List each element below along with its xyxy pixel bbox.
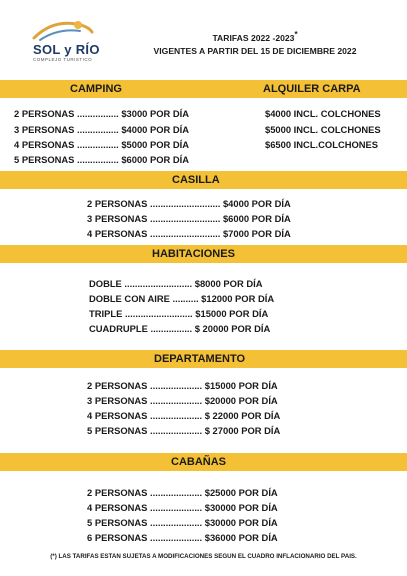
section-band-habitaciones	[0, 245, 407, 263]
casilla-row: 2 PERSONAS ........................... $4000 POR DÍA	[87, 198, 291, 209]
carpa-row: $6500 INCL.COLCHONES	[265, 139, 379, 150]
habitaciones-row: DOBLE CON AIRE .......... $12000 POR DÍA	[89, 293, 275, 304]
camping-row: 5 PERSONAS ................ $6000 POR DÍA	[14, 154, 190, 165]
departamento-row: 2 PERSONAS .................... $15000 POR DÍA	[87, 380, 278, 391]
departamento-row: 3 PERSONAS .................... $20000 POR DÍA	[87, 395, 278, 406]
cabanas-row: 5 PERSONAS .................... $30000 POR DÍA	[87, 517, 278, 528]
section-title-camping: CAMPING	[70, 83, 122, 95]
section-title-casilla: CASILLA	[172, 174, 220, 186]
footnote: (*) LAS TARIFAS ESTAN SUJETAS A MODIFICACIONES SEGUN EL CUADRO INFLACIONARIO DEL PAIS.	[50, 553, 357, 560]
header-title: TARIFAS 2022 -2023*	[212, 30, 298, 43]
section-title-carpa: ALQUILER CARPA	[263, 83, 361, 95]
header-validity: VIGENTES A PARTIR DEL 15 DE DICIEMBRE 2022	[153, 45, 357, 56]
brand-name: SOL y RÍO	[33, 42, 100, 57]
casilla-row: 3 PERSONAS ........................... $6000 POR DÍA	[87, 213, 291, 224]
section-title-departamento: DEPARTAMENTO	[154, 353, 246, 365]
brand-logo	[30, 18, 100, 62]
camping-row: 4 PERSONAS ................ $5000 POR DÍA	[14, 139, 190, 150]
cabanas-row: 6 PERSONAS .................... $36000 POR DÍA	[87, 532, 278, 543]
brand-tagline: COMPLEJO TURISTICO	[33, 57, 93, 62]
section-band-cabanas	[0, 453, 407, 471]
carpa-row: $4000 INCL. COLCHONES	[265, 108, 381, 119]
departamento-row: 4 PERSONAS .................... $ 22000 POR DÍA	[87, 410, 281, 421]
section-band-casilla	[0, 171, 407, 189]
section-title-cabanas: CABAÑAS	[171, 456, 226, 468]
header-asterisk: *	[294, 30, 298, 39]
section-band-departamento	[0, 350, 407, 368]
camping-row: 2 PERSONAS ................ $3000 POR DÍA	[14, 108, 190, 119]
departamento-row: 5 PERSONAS .................... $ 27000 POR DÍA	[87, 425, 281, 436]
cabanas-row: 4 PERSONAS .................... $30000 POR DÍA	[87, 502, 278, 513]
casilla-row: 4 PERSONAS ........................... $7000 POR DÍA	[87, 228, 291, 239]
camping-row: 3 PERSONAS ................ $4000 POR DÍA	[14, 124, 190, 135]
section-title-habitaciones: HABITACIONES	[152, 248, 235, 260]
cabanas-row: 2 PERSONAS .................... $25000 POR DÍA	[87, 487, 278, 498]
habitaciones-row: DOBLE .......................... $8000 POR DÍA	[89, 278, 263, 289]
habitaciones-row: TRIPLE .......................... $15000 POR DÍA	[89, 308, 269, 319]
carpa-row: $5000 INCL. COLCHONES	[265, 124, 381, 135]
page-header	[110, 28, 400, 58]
sun-river-icon	[30, 18, 96, 44]
habitaciones-row: CUADRUPLE ................ $ 20000 POR DÍA	[89, 323, 271, 334]
section-band-camping	[0, 80, 407, 98]
